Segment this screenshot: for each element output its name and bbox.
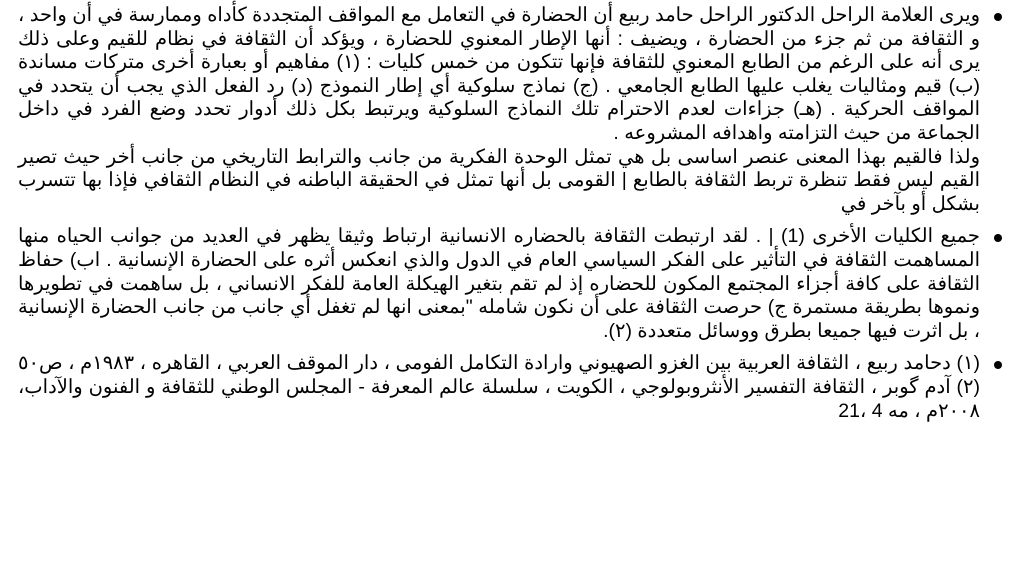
bullet-list <box>18 4 1006 423</box>
bullet-dot-icon <box>994 234 1002 242</box>
bullet-item-culture-civilization <box>18 225 1006 343</box>
paragraph-values-meaning: ولذا فالقيم بهذا المعنى عنصر اساسى بل هي تمثل الوحدة الفكرية من جانب والترابط التاريخي من جانب أخر حيث تصير القيم ليس فقط تنظرة تربط الثقافة بالطابع | القومى بل أنها تمثل في الحقيقة الباطنه في النظام الثقافي فإذا بها تتسرب بشكل أو بآخر في <box>18 145 980 215</box>
paragraph-culture-civilization: جميع الكليات الأخرى (1) | . لقد ارتبطت الثقافة بالحضاره الانسانية ارتباط وثيقا يظهر في العديد من جوانب الحياه منها المساهمت الثقافة في التأثير على الفكر السياسي العام في الدول والذي انعكس أثره على الحضارة الإنسانية . اب) حفاظ الثقافة على كافة أجزاء المجتمع المكون للحضاره إذ لم تقم بتغير الهيكلة العامة للفكر الانساني ، بل ساهمت في تطويرها ونموها بطريقة مستمرة ج) حرصت الثقافة على أن نكون شامله "بمعنى انها لم تغفل أي جانب من جانب الحضارة الإنسانية ، بل اثرت فيها جميعا بطرق ووسائل متعددة (٢). <box>18 225 980 342</box>
paragraph-culture-definition: ويرى العلامة الراحل الدكتور الراحل حامد ربيع أن الحضارة في التعامل مع المواقف المتجددة كأداه وممارسة في أن واحد ، و الثقافة من ثم جزء من الحضارة ، ويضيف : أنها الإطار المعنوي للحضارة ، ويؤكد أن الثقافة في نظام للقيم وعلى ذلك يرى أنه على الرغم من الطابع المعنوي للثقافة فإنها تتكون من خمس كليات : (١) مفاهيم أو بعبارة أخرى متركات مساندة (ب) قيم ومثاليات يغلب عليها الطابع الجامعي . (ج) نماذج سلوكية أي إطار النموذج (د) رد الفعل الذي يجب أن يتحدد في المواقف الحركية . (هـ) جزاءات لعدم الاحترام تلك النماذج السلوكية ويرتبط بكل ذلك أدوار تحدد وضع الفرد في داخل الجماعة من حيث التزامته واهدافه المشروعه . <box>18 4 981 144</box>
slide-content <box>18 4 1006 564</box>
bullet-item-culture-values <box>18 4 1006 216</box>
bullet-dot-icon <box>994 13 1002 21</box>
bullet-item-references <box>18 352 1006 423</box>
bullet-dot-icon <box>994 361 1002 369</box>
paragraph-references: (١) دحامد ربيع ، الثقافة العربية بين الغزو الصهيوني وارادة التكامل الفومى ، دار الموقف العربي ، القاهره ، ١٩٨٣م ، ص٥٠ (٢) آدم گوبر ، الثقافة التفسير الأنثروبولوجي ، الكويت ، سلسلة عالم المعرفة - المجلس الوطني للثقافة و الفنون والآداب، ٢٠٠٨م ، مه 4 ،21 <box>18 352 980 422</box>
